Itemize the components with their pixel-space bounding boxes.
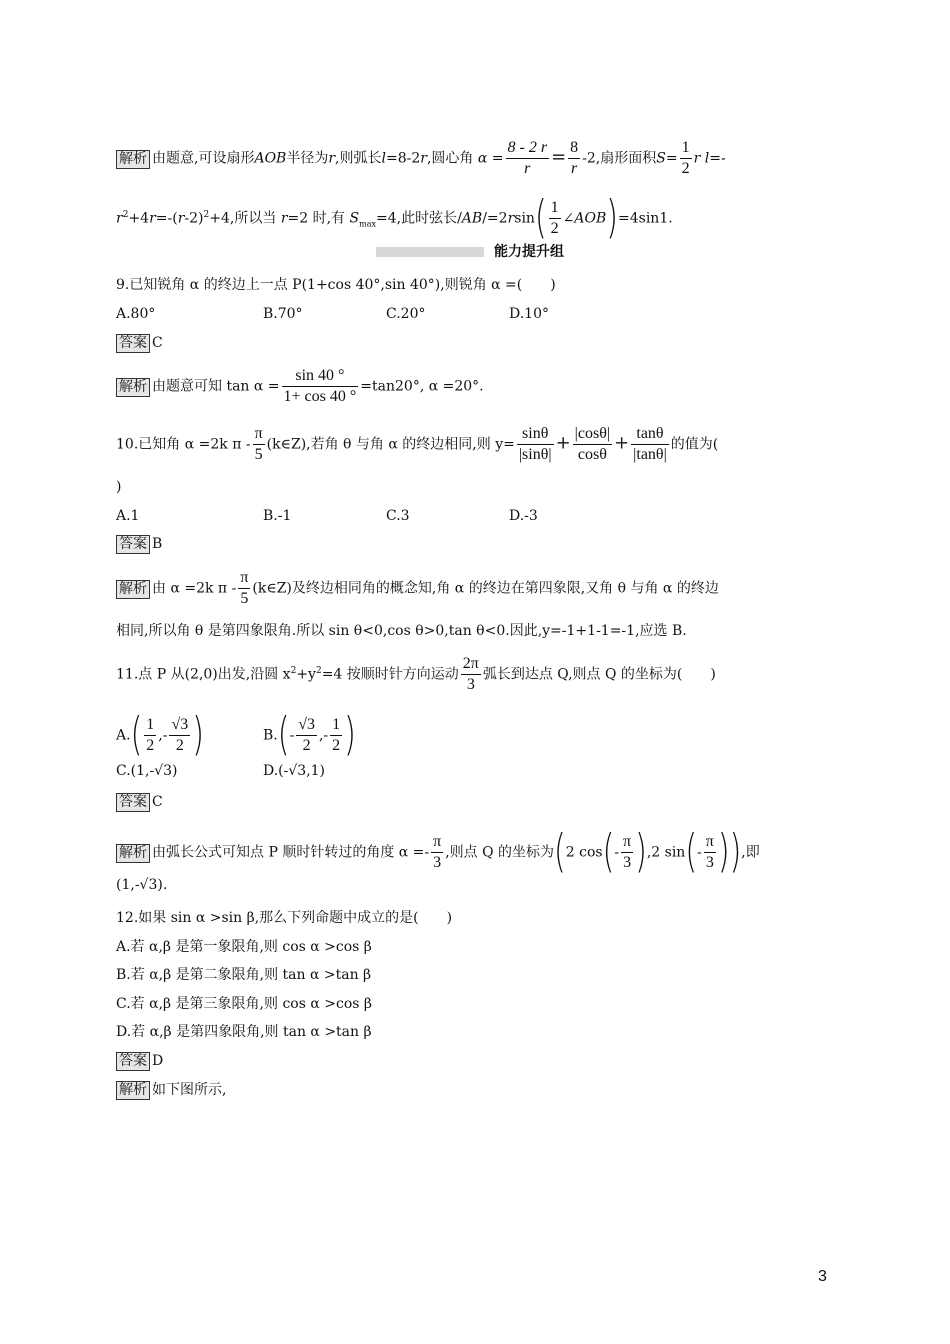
- fraction: $\frac{1}{2}$: [681, 139, 690, 177]
- q12-option-b: B.若 α,β 是第二象限角,则 tan α >tan β: [116, 967, 372, 983]
- answer-tag: 答案: [116, 535, 150, 554]
- q9-option-c: C.20°: [386, 306, 426, 322]
- q9-option-a: A.80°: [116, 306, 156, 322]
- q9-answer: 答案 C: [116, 332, 163, 354]
- fraction: $\frac{\sin\theta}{|\sin\theta|}$: [518, 425, 552, 463]
- q11-option-d: D.(-√3,1): [263, 763, 326, 779]
- fraction: $\frac{√3}{2}$: [171, 716, 189, 754]
- fraction: $\frac{\sin 40 ^\circ}{1+ \cos 40 ^\circ}$: [283, 367, 357, 405]
- fraction: $\frac{1}{2}$: [332, 716, 341, 754]
- fraction: $\frac{\pi}{3}$: [623, 833, 632, 871]
- analysis-tag: 解析: [116, 844, 150, 863]
- fraction: $\frac{\pi}{3}$: [705, 833, 714, 871]
- q11-stem: 11.点 P 从(2,0)出发,沿圆 $x^2+y^2=4$ 按顺时针方向运动 $\frac{2\pi}{3}$ 弧长到达点 Q,则点 Q 的坐标为( ): [116, 655, 716, 693]
- q10-option-a: A.1: [116, 508, 140, 524]
- answer-tag: 答案: [116, 334, 150, 353]
- q10-option-b: B.-1: [263, 508, 292, 524]
- q11-answer: 答案 C: [116, 791, 163, 813]
- q10-analysis-line1: 解析 由 α =2k π - $\frac{\pi}{5}$ (k∈Z)及终边相同角的概念知,角 α 的终边在第四象限,又角 θ 与角 α 的终边: [116, 568, 719, 609]
- q10-stem-end: ): [116, 479, 122, 495]
- fraction: $\frac{\pi}{5}$: [240, 569, 249, 607]
- q11-analysis-line1: 解析 由弧长公式可知点 P 顺时针转过的角度 α =- $\frac{\pi}{3}$ ,则点 Q 的坐标为(2 cos(- $\frac{\pi}{3}$ ),2 sin(- $\frac{\pi}{3}$ )),即: [116, 832, 760, 873]
- q10-answer: 答案 B: [116, 533, 162, 555]
- analysis-tag: 解析: [116, 580, 150, 599]
- q12-option-a: A.若 α,β 是第一象限角,则 cos α >cos β: [116, 939, 372, 955]
- fraction: $\frac{|\cos\theta|}{\cos\theta}$: [574, 425, 611, 463]
- section-bar: [376, 247, 484, 257]
- q10-option-c: C.3: [386, 508, 410, 524]
- q11-analysis-line2: (1,-√3).: [116, 877, 168, 893]
- fraction: $\frac{1}{2}$: [146, 716, 155, 754]
- q12-analysis: 解析 如下图所示,: [116, 1079, 226, 1101]
- q8-analysis-line1: 解析 由题意,可设扇形AOB半径为r,则弧长l=8-2r,圆心角 α = $\frac{8 - 2 r}{r}$ = $\frac{8}{r}$ -2,扇形面积S= $\frac{1}{2}$ r l=-: [116, 138, 726, 179]
- page-number: 3: [818, 1268, 827, 1285]
- q9-analysis: 解析 由题意可知 tan α = $\frac{\sin 40 ^\circ}{1+ \cos 40 ^\circ}$ =tan20°, α =20°.: [116, 366, 484, 407]
- fraction: $\frac{\tan\theta}{|\tan\theta|}$: [633, 425, 667, 463]
- q9-option-b: B.70°: [263, 306, 303, 322]
- q11-option-b: B.(- $\frac{√3}{2}$ ,- $\frac{1}{2}$ ): [263, 708, 356, 761]
- q10-stem: 10.已知角 α =2k π - $\frac{\pi}{5}$ (k∈Z),若角 θ 与角 α 的终边相同,则 y= $\frac{\sin\theta}{|\sin\theta|}$ + $\frac{|\cos\theta|}{\cos\theta}$ + $\frac{\tan\theta}{|\tan\theta|}$ 的值为(: [116, 425, 719, 463]
- fraction: $\frac{1}{2}$: [550, 199, 559, 237]
- answer-tag: 答案: [116, 1052, 150, 1071]
- q11-option-a: A.( $\frac{1}{2}$ ,- $\frac{√3}{2}$ ): [116, 708, 204, 761]
- fraction: $\frac{8}{r}$: [570, 139, 579, 177]
- q12-stem: 12.如果 sin α >sin β,那么下列命题中成立的是( ): [116, 910, 453, 926]
- q10-option-d: D.-3: [509, 508, 538, 524]
- q10-analysis-line2: 相同,所以角 θ 是第四象限角.所以 sin θ<0,cos θ>0,tan θ<0.因此,y=-1+1-1=-1,应选 B.: [116, 623, 687, 639]
- fraction: $\frac{√3}{2}$: [298, 716, 315, 754]
- section-title: 能力提升组: [494, 244, 564, 260]
- q9-option-d: D.10°: [509, 306, 549, 322]
- fraction: $\frac{\pi}{3}$: [433, 833, 442, 871]
- fraction: $\frac{8 - 2 r}{r}$: [507, 139, 548, 177]
- q12-answer: 答案 D: [116, 1050, 163, 1072]
- section-header: [376, 244, 604, 260]
- q12-option-d: D.若 α,β 是第四象限角,则 tan α >tan β: [116, 1024, 372, 1040]
- q8-analysis-line2: $r^2+4r=-(r-2)^2+4$,所以当 r=2 时,有 $S_{max}=4$,此时弦长/AB/=2rsin( $\frac{1}{2}$ ∠AOB)=4sin1.: [116, 191, 673, 244]
- analysis-tag: 解析: [116, 378, 150, 397]
- analysis-tag: 解析: [116, 1081, 150, 1100]
- q11-option-c: C.(1,-√3): [116, 763, 178, 779]
- q9-stem: 9.已知锐角 α 的终边上一点 P(1+cos 40°,sin 40°),则锐角 α =( ): [116, 277, 556, 293]
- fraction: $\frac{2\pi}{3}$: [462, 655, 479, 693]
- answer-tag: 答案: [116, 793, 150, 812]
- analysis-tag: 解析: [116, 150, 150, 169]
- q12-option-c: C.若 α,β 是第三象限角,则 cos α >cos β: [116, 996, 372, 1012]
- fraction: $\frac{\pi}{5}$: [254, 425, 263, 463]
